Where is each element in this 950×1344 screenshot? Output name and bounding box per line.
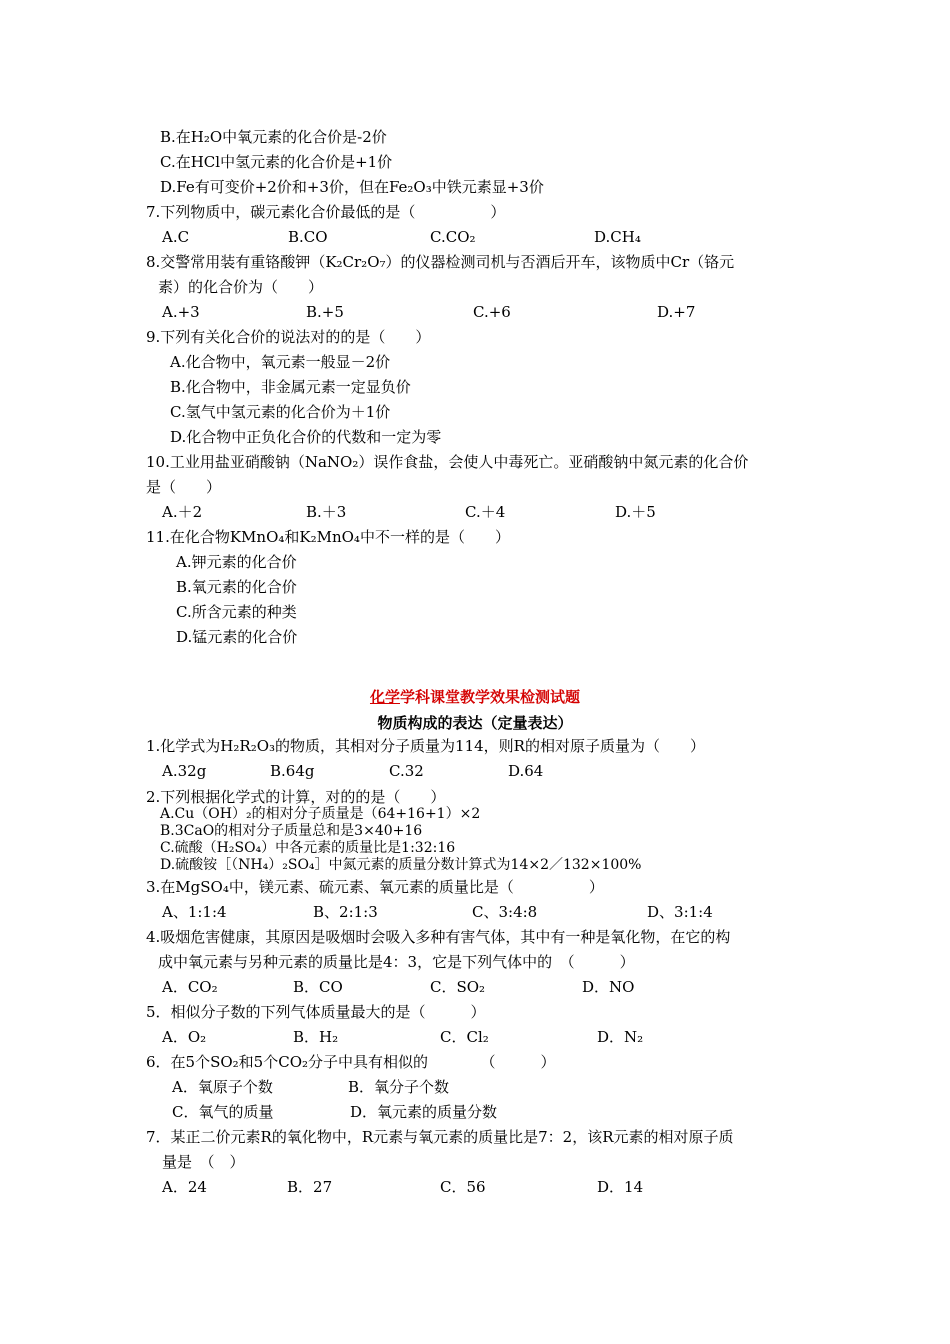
q11-option-d: D.锰元素的化合价 — [176, 628, 298, 646]
q9-option-c: C.氢气中氢元素的化合价为＋1价 — [170, 403, 391, 421]
s2-q3-option-d: D、3:1:4 — [647, 903, 713, 921]
s2-q1-option-b: B.64g — [270, 762, 315, 780]
q7-option-b: B.CO — [288, 228, 328, 246]
s2-q3-option-c: C、3:4:8 — [472, 903, 538, 921]
q6-option-c: C.在HCl中氢元素的化合价是+1价 — [160, 153, 393, 171]
s2-q6-option-b: B．氧分子个数 — [348, 1078, 450, 1096]
section-title-rest: 学科课堂教学效果检测试题 — [400, 688, 581, 706]
section-subtitle: 物质构成的表达（定量表达） — [377, 714, 573, 732]
q6-option-d: D.Fe有可变价+2价和+3价，但在Fe₂O₃中铁元素显+3价 — [160, 178, 544, 196]
s2-q5-option-a: A．O₂ — [162, 1028, 207, 1046]
s2-q1-option-d: D.64 — [508, 762, 544, 780]
q8-stem-line2: 素）的化合价为（ ） — [158, 278, 324, 296]
q11-option-a: A.钾元素的化合价 — [176, 553, 297, 571]
q10-option-d: D.＋5 — [615, 503, 656, 521]
q8-option-c: C.+6 — [473, 303, 511, 321]
s2-q3-stem: 3.在MgSO₄中，镁元素、硫元素、氧元素的质量比是（ ） — [146, 878, 604, 896]
q7-option-c: C.CO₂ — [430, 228, 476, 246]
s2-q5-option-b: B．H₂ — [293, 1028, 339, 1046]
s2-q5-stem: 5．相似分子数的下列气体质量最大的是（ ） — [146, 1003, 486, 1021]
q10-option-a: A.＋2 — [162, 503, 203, 521]
q6-option-b: B.在H₂O中氧元素的化合价是-2价 — [160, 128, 387, 146]
s2-q1-stem: 1.化学式为H₂R₂O₃的物质，其相对分子质量为114，则R的相对原子质量为（ ） — [146, 737, 705, 755]
q8-option-d: D.+7 — [657, 303, 696, 321]
q10-stem-line2: 是（ ） — [146, 478, 222, 496]
s2-q6-option-d: D．氧元素的质量分数 — [350, 1103, 498, 1121]
s2-q6-option-c: C．氧气的质量 — [172, 1103, 274, 1121]
s2-q4-stem-line1: 4.吸烟危害健康，其原因是吸烟时会吸入多种有害气体，其中有一种是氧化物，在它的构 — [146, 928, 731, 946]
q9-option-b: B.化合物中，非金属元素一定显负价 — [170, 378, 411, 396]
s2-q4-option-c: C．SO₂ — [430, 978, 486, 996]
s2-q4-stem-line2: 成中氧元素与另种元素的质量比是4：3，它是下列气体中的 （ ） — [158, 953, 635, 971]
s2-q7-stem-line2: 量是 （ ） — [162, 1153, 245, 1171]
s2-q6-stem: 6．在5个SO₂和5个CO₂分子中具有相似的 （ ） — [146, 1053, 556, 1071]
s2-q7-option-a: A．24 — [162, 1178, 207, 1196]
s2-q1-option-c: C.32 — [389, 762, 424, 780]
s2-q7-option-c: C．56 — [440, 1178, 486, 1196]
s2-q7-option-d: D．14 — [597, 1178, 644, 1196]
q7-option-d: D.CH₄ — [594, 228, 641, 246]
s2-q2-option-c: C.硫酸（H₂SO₄）中各元素的质量比是1:32:16 — [160, 840, 456, 856]
s2-q4-option-a: A．CO₂ — [162, 978, 218, 996]
s2-q6-option-a: A．氧原子个数 — [172, 1078, 273, 1096]
q8-option-b: B.+5 — [306, 303, 344, 321]
s2-q2-option-d: D.硫酸铵［（NH₄）₂SO₄］中氮元素的质量分数计算式为14×2／132×100% — [160, 857, 642, 873]
s2-q2-option-b: B.3CaO的相对分子质量总和是3×40+16 — [160, 823, 423, 839]
q11-option-c: C.所含元素的种类 — [176, 603, 297, 621]
s2-q2-stem: 2.下列根据化学式的计算，对的的是（ ） — [146, 788, 446, 806]
s2-q4-option-b: B．CO — [293, 978, 343, 996]
s2-q7-stem-line1: 7．某正二价元素R的氧化物中，R元素与氧元素的质量比是7：2，该R元素的相对原子质 — [146, 1128, 734, 1146]
q8-option-a: A.+3 — [162, 303, 200, 321]
s2-q3-option-b: B、2:1:3 — [313, 903, 378, 921]
q10-option-c: C.＋4 — [465, 503, 506, 521]
q8-stem-line1: 8.交警常用装有重铬酸钾（K₂Cr₂O₇）的仪器检测司机与否酒后开车，该物质中Cr（铬元 — [146, 253, 735, 271]
s2-q5-option-d: D．N₂ — [597, 1028, 644, 1046]
q9-option-a: A.化合物中，氧元素一般显－2价 — [170, 353, 391, 371]
s2-q4-option-d: D．NO — [582, 978, 635, 996]
q10-stem-line1: 10.工业用盐亚硝酸钠（NaNO₂）误作食盐，会使人中毒死亡。亚硝酸钠中氮元素的化合价 — [146, 453, 749, 471]
s2-q2-option-a: A.Cu（OH）₂的相对分子质量是（64+16+1）×2 — [160, 806, 481, 822]
s2-q7-option-b: B．27 — [287, 1178, 333, 1196]
q9-stem: 9.下列有关化合价的说法对的的是（ ） — [146, 328, 431, 346]
s2-q1-option-a: A.32g — [162, 762, 207, 780]
q9-option-d: D.化合物中正负化合价的代数和一定为零 — [170, 428, 442, 446]
q11-option-b: B.氧元素的化合价 — [176, 578, 297, 596]
section-title-underlined: 化学 — [369, 688, 400, 706]
q10-option-b: B.＋3 — [306, 503, 347, 521]
q7-option-a: A.C — [162, 228, 190, 246]
q7-stem: 7.下列物质中，碳元素化合价最低的是（ ） — [146, 203, 506, 221]
s2-q3-option-a: A、1:1:4 — [162, 903, 227, 921]
section-title — [0, 686, 950, 707]
q11-stem: 11.在化合物KMnO₄和K₂MnO₄中不一样的是（ ） — [146, 528, 510, 546]
s2-q5-option-c: C．Cl₂ — [440, 1028, 489, 1046]
